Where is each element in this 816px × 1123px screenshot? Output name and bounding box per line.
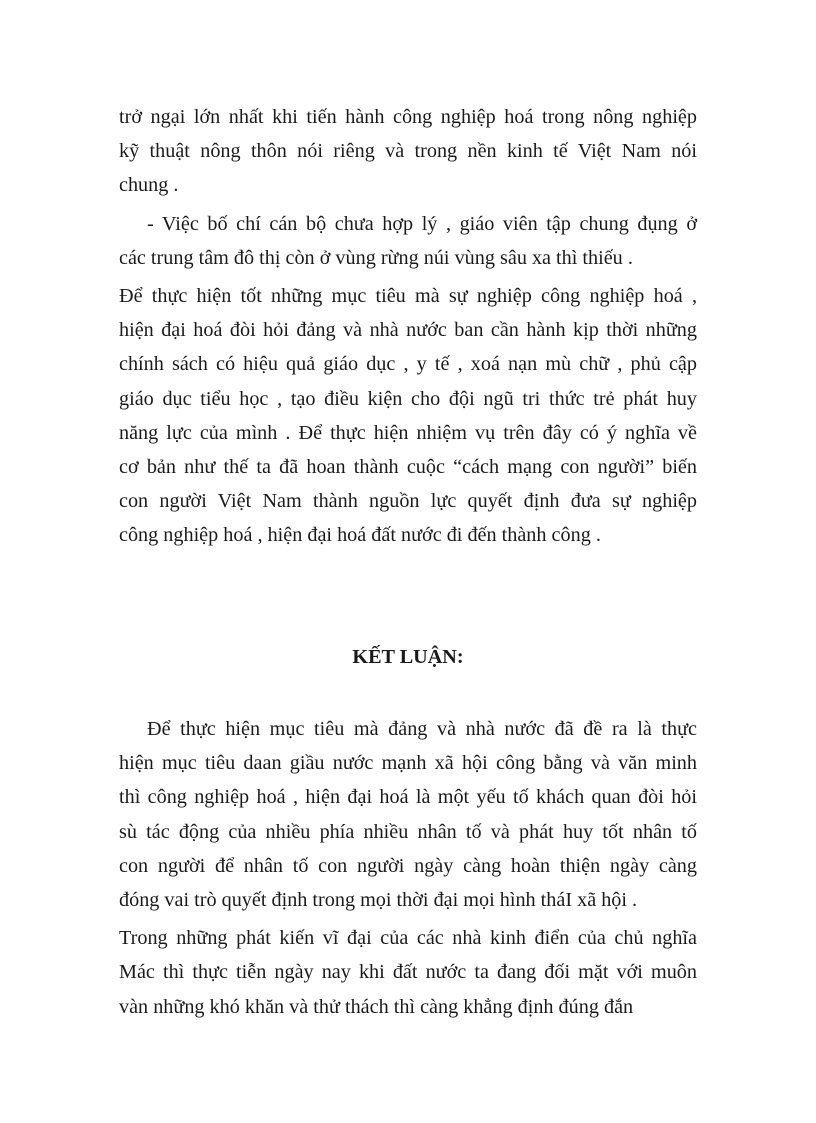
text-line: thì công nghiệp hoá , hiện đại hoá là một yếu tố khách quan đòi hỏi bbox=[119, 786, 697, 809]
text-line: đóng vai trò quyết định trong mọi thời đại mọi hình tháI xã hội . bbox=[119, 888, 638, 911]
paragraph-obstacles bbox=[119, 100, 697, 203]
text-line: vàn những khó khăn và thử thách thì càng khẳng định đúng đắn bbox=[119, 995, 634, 1018]
text-line: hiện mục tiêu daan giầu nước mạnh xã hội công bằng và văn minh bbox=[119, 752, 697, 775]
text-line: Trong những phát kiến vĩ đại của các nhà kinh điển của chủ nghĩa bbox=[119, 927, 697, 950]
conclusion-section bbox=[119, 712, 697, 1024]
paragraph-conclusion-1 bbox=[119, 712, 697, 917]
paragraph-goals bbox=[119, 279, 697, 553]
text-line: cơ bản như thế ta đã hoan thành cuộc “cách mạng con người” biến bbox=[119, 455, 697, 478]
text-line: năng lực của mình . Để thực hiện nhiệm vụ trên đây có ý nghĩa về bbox=[119, 421, 697, 444]
text-line: Để thực hiện mục tiêu mà đảng và nhà nước đã đề ra là thực bbox=[147, 718, 697, 740]
text-line: Mác thì thực tiễn ngày nay khi đất nước ta đang đối mặt với muôn bbox=[119, 961, 697, 984]
text-line: trở ngại lớn nhất khi tiến hành công nghiệp hoá trong nông nghiệp bbox=[119, 106, 697, 128]
text-line: các trung tâm đô thị còn ở vùng rừng núi vùng sâu xa thì thiếu . bbox=[119, 246, 633, 269]
text-line: Để thực hiện tốt những mục tiêu mà sự nghiệp công nghiệp hoá , bbox=[119, 284, 697, 307]
text-line: kỹ thuật nông thôn nói riêng và trong nền kinh tế Việt Nam nói bbox=[119, 140, 697, 163]
text-line: hiện đại hoá đòi hỏi đảng và nhà nước ban cần hành kịp thời những bbox=[119, 319, 697, 342]
text-line: sù tác động của nhiều phía nhiều nhân tố và phát huy tốt nhân tố bbox=[119, 820, 697, 843]
text-line: giáo dục tiểu học , tạo điều kiện cho đội ngũ tri thức trẻ phát huy bbox=[119, 387, 697, 410]
text-line: con người Việt Nam thành nguồn lực quyết định đưa sự nghiệp bbox=[119, 490, 697, 513]
paragraph-conclusion-2 bbox=[119, 921, 697, 1024]
text-line: chung . bbox=[119, 174, 179, 197]
text-line: con người để nhân tố con người ngày càng hoàn thiện ngày càng bbox=[119, 854, 697, 877]
text-line: chính sách có hiệu quả giáo dục , y tế , xoá nạn mù chữ , phủ cập bbox=[119, 353, 697, 376]
paragraph-staff-allocation bbox=[119, 207, 697, 275]
page-content bbox=[119, 100, 697, 1018]
text-line: công nghiệp hoá , hiện đại hoá đất nước đi đến thành công . bbox=[119, 524, 601, 547]
section-heading-conclusion: KẾT LUẬN: bbox=[352, 646, 464, 668]
text-line: - Việc bố chí cán bộ chưa hợp lý , giáo viên tập chung đụng ở bbox=[147, 212, 697, 235]
